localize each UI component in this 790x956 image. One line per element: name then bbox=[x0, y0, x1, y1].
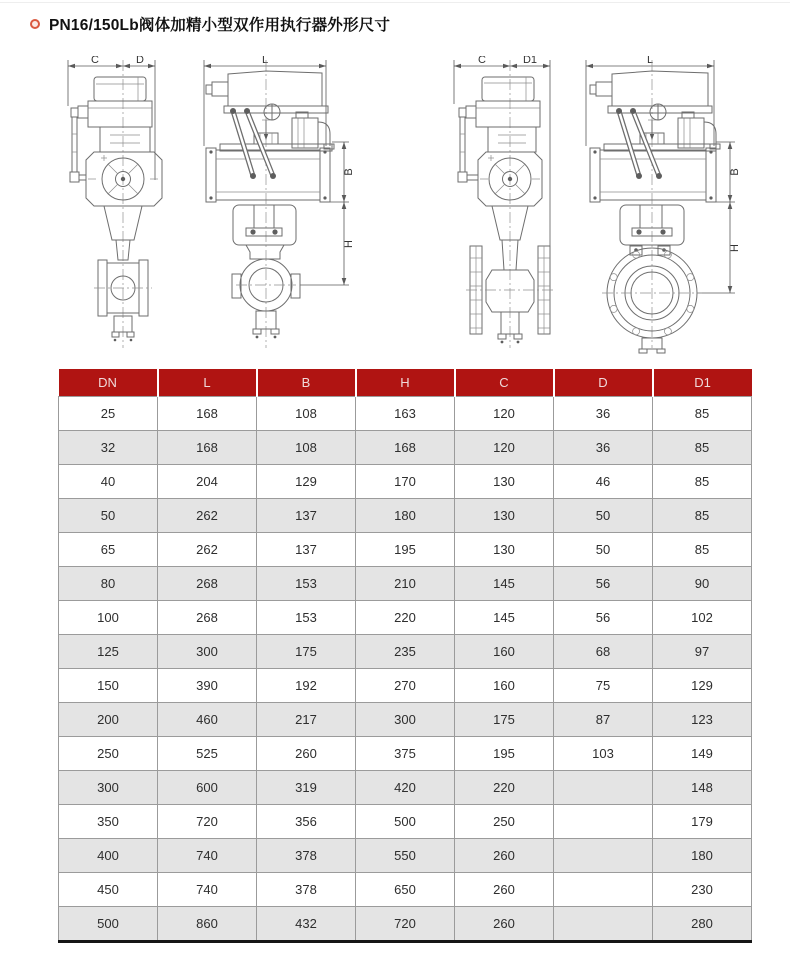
page-header bbox=[30, 13, 390, 35]
table-cell: 460 bbox=[158, 703, 257, 737]
page-title: PN16/150Lb阀体加精小型双作用执行器外形尺寸 bbox=[49, 17, 391, 34]
table-cell: 50 bbox=[59, 499, 158, 533]
table-cell: 125 bbox=[59, 635, 158, 669]
actuator-outline bbox=[70, 77, 162, 206]
table-cell: 120 bbox=[455, 397, 554, 431]
table-cell: 100 bbox=[59, 601, 158, 635]
table-cell: 720 bbox=[158, 805, 257, 839]
table-cell: 180 bbox=[653, 839, 752, 873]
table-cell: 36 bbox=[554, 431, 653, 465]
table-cell bbox=[554, 907, 653, 942]
table-cell: 319 bbox=[257, 771, 356, 805]
table-cell: 87 bbox=[554, 703, 653, 737]
table-cell: 300 bbox=[356, 703, 455, 737]
table-cell: 450 bbox=[59, 873, 158, 907]
table-cell: 600 bbox=[158, 771, 257, 805]
table-cell: 500 bbox=[356, 805, 455, 839]
table-cell: 650 bbox=[356, 873, 455, 907]
table-cell: 235 bbox=[356, 635, 455, 669]
table-cell: 160 bbox=[455, 635, 554, 669]
table-cell: 378 bbox=[257, 839, 356, 873]
table-cell: 262 bbox=[158, 499, 257, 533]
table-cell: 160 bbox=[455, 669, 554, 703]
table-cell: 500 bbox=[59, 907, 158, 942]
table-cell: 108 bbox=[257, 397, 356, 431]
table-cell: 260 bbox=[455, 839, 554, 873]
dim-label-b: B bbox=[343, 168, 355, 176]
drawing-wafer-valve-side-view bbox=[58, 56, 190, 354]
table-cell: 150 bbox=[59, 669, 158, 703]
table-cell: 300 bbox=[59, 771, 158, 805]
table-cell: 192 bbox=[257, 669, 356, 703]
table-cell: 375 bbox=[356, 737, 455, 771]
table-cell: 85 bbox=[653, 431, 752, 465]
table-row bbox=[59, 601, 752, 635]
table-cell: 740 bbox=[158, 839, 257, 873]
table-cell: 860 bbox=[158, 907, 257, 942]
table-cell: 260 bbox=[257, 737, 356, 771]
table-cell: 145 bbox=[455, 601, 554, 635]
column-header-d: D bbox=[554, 369, 653, 397]
table-cell: 137 bbox=[257, 499, 356, 533]
dim-label-b: B bbox=[729, 168, 741, 176]
table-cell: 130 bbox=[455, 465, 554, 499]
table-cell: 137 bbox=[257, 533, 356, 567]
table-cell: 50 bbox=[554, 499, 653, 533]
table-cell: 103 bbox=[554, 737, 653, 771]
table-cell: 280 bbox=[653, 907, 752, 942]
table-cell: 97 bbox=[653, 635, 752, 669]
dim-label-l: L bbox=[646, 56, 654, 66]
table-cell: 102 bbox=[653, 601, 752, 635]
table-cell: 270 bbox=[356, 669, 455, 703]
table-row bbox=[59, 635, 752, 669]
table-cell: 525 bbox=[158, 737, 257, 771]
table-row bbox=[59, 669, 752, 703]
table-cell: 120 bbox=[455, 431, 554, 465]
table-cell: 300 bbox=[158, 635, 257, 669]
table-row bbox=[59, 533, 752, 567]
table-cell: 25 bbox=[59, 397, 158, 431]
table-cell: 129 bbox=[653, 669, 752, 703]
table-cell: 390 bbox=[158, 669, 257, 703]
table-cell: 260 bbox=[455, 873, 554, 907]
table-row bbox=[59, 567, 752, 601]
table-row bbox=[59, 499, 752, 533]
dim-label-d1: D1 bbox=[522, 56, 538, 66]
dimension-annotations bbox=[204, 56, 355, 285]
table-cell: 220 bbox=[356, 601, 455, 635]
table-cell bbox=[554, 805, 653, 839]
table-cell: 68 bbox=[554, 635, 653, 669]
table-cell: 230 bbox=[653, 873, 752, 907]
table-cell: 356 bbox=[257, 805, 356, 839]
table-cell: 85 bbox=[653, 499, 752, 533]
table-row bbox=[59, 771, 752, 805]
column-header-c: C bbox=[455, 369, 554, 397]
table-cell: 170 bbox=[356, 465, 455, 499]
table-cell: 220 bbox=[455, 771, 554, 805]
table-cell: 56 bbox=[554, 601, 653, 635]
page-top-divider bbox=[0, 2, 790, 3]
dim-label-h: H bbox=[729, 244, 741, 252]
table-cell: 32 bbox=[59, 431, 158, 465]
column-header-b: B bbox=[257, 369, 356, 397]
table-cell: 153 bbox=[257, 567, 356, 601]
dim-label-l: L bbox=[261, 56, 269, 66]
table-cell: 168 bbox=[158, 397, 257, 431]
column-header-d1: D1 bbox=[653, 369, 752, 397]
table-row bbox=[59, 873, 752, 907]
table-cell: 432 bbox=[257, 907, 356, 942]
table-cell: 148 bbox=[653, 771, 752, 805]
drawing-flanged-valve-front-view bbox=[578, 56, 760, 354]
table-cell: 179 bbox=[653, 805, 752, 839]
table-cell: 65 bbox=[59, 533, 158, 567]
table-row bbox=[59, 465, 752, 499]
dimension-annotations bbox=[586, 56, 741, 293]
table-row bbox=[59, 805, 752, 839]
dim-label-c: C bbox=[478, 56, 486, 66]
table-cell: 180 bbox=[356, 499, 455, 533]
column-header-h: H bbox=[356, 369, 455, 397]
table-cell bbox=[554, 839, 653, 873]
actuator-outline bbox=[590, 71, 720, 202]
table-row bbox=[59, 737, 752, 771]
dimensions-table-body bbox=[59, 397, 752, 942]
table-cell: 250 bbox=[455, 805, 554, 839]
drawing-wafer-valve-front-view bbox=[196, 56, 402, 354]
table-cell: 163 bbox=[356, 397, 455, 431]
table-row bbox=[59, 703, 752, 737]
table-cell: 85 bbox=[653, 397, 752, 431]
table-cell: 378 bbox=[257, 873, 356, 907]
table-row bbox=[59, 907, 752, 942]
table-cell: 36 bbox=[554, 397, 653, 431]
table-cell: 262 bbox=[158, 533, 257, 567]
table-cell: 85 bbox=[653, 533, 752, 567]
table-cell: 108 bbox=[257, 431, 356, 465]
table-cell: 130 bbox=[455, 499, 554, 533]
dimensions-table bbox=[58, 369, 752, 943]
table-cell: 153 bbox=[257, 601, 356, 635]
table-cell: 420 bbox=[356, 771, 455, 805]
table-cell: 200 bbox=[59, 703, 158, 737]
column-header-l: L bbox=[158, 369, 257, 397]
drawing-flanged-valve-side-view bbox=[430, 56, 578, 354]
table-cell: 56 bbox=[554, 567, 653, 601]
table-row bbox=[59, 839, 752, 873]
table-cell: 210 bbox=[356, 567, 455, 601]
table-cell: 740 bbox=[158, 873, 257, 907]
table-cell bbox=[554, 771, 653, 805]
table-row bbox=[59, 397, 752, 431]
table-cell: 400 bbox=[59, 839, 158, 873]
table-cell: 550 bbox=[356, 839, 455, 873]
table-cell: 80 bbox=[59, 567, 158, 601]
table-cell: 168 bbox=[356, 431, 455, 465]
bullet-icon bbox=[30, 19, 40, 29]
table-cell: 90 bbox=[653, 567, 752, 601]
dim-label-c: C bbox=[91, 56, 99, 66]
table-cell: 350 bbox=[59, 805, 158, 839]
dim-label-h: H bbox=[343, 240, 355, 248]
table-cell: 175 bbox=[257, 635, 356, 669]
table-cell: 50 bbox=[554, 533, 653, 567]
table-cell: 129 bbox=[257, 465, 356, 499]
table-cell: 175 bbox=[455, 703, 554, 737]
actuator-outline bbox=[206, 71, 334, 202]
table-cell: 195 bbox=[455, 737, 554, 771]
table-row bbox=[59, 431, 752, 465]
table-cell: 217 bbox=[257, 703, 356, 737]
table-cell: 168 bbox=[158, 431, 257, 465]
table-cell: 145 bbox=[455, 567, 554, 601]
table-cell: 123 bbox=[653, 703, 752, 737]
table-cell: 40 bbox=[59, 465, 158, 499]
table-cell: 268 bbox=[158, 567, 257, 601]
table-cell: 75 bbox=[554, 669, 653, 703]
table-cell: 46 bbox=[554, 465, 653, 499]
table-cell bbox=[554, 873, 653, 907]
dim-label-d: D bbox=[136, 56, 144, 66]
table-cell: 268 bbox=[158, 601, 257, 635]
column-header-dn: DN bbox=[59, 369, 158, 397]
table-cell: 260 bbox=[455, 907, 554, 942]
table-cell: 149 bbox=[653, 737, 752, 771]
table-cell: 85 bbox=[653, 465, 752, 499]
table-cell: 720 bbox=[356, 907, 455, 942]
table-cell: 130 bbox=[455, 533, 554, 567]
table-cell: 204 bbox=[158, 465, 257, 499]
actuator-outline bbox=[458, 77, 542, 206]
dimensions-table-header bbox=[59, 369, 752, 397]
table-cell: 195 bbox=[356, 533, 455, 567]
table-cell: 250 bbox=[59, 737, 158, 771]
